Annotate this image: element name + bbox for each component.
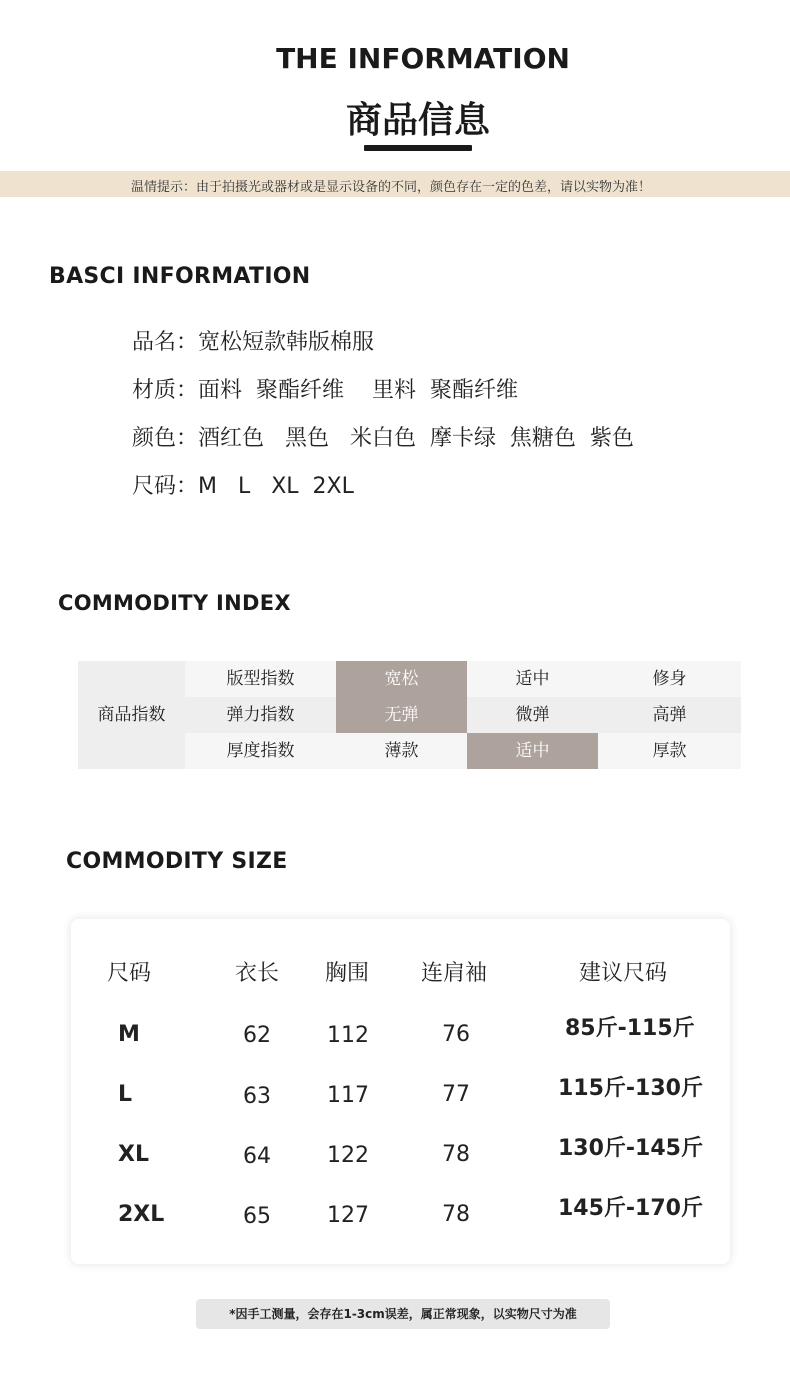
index-name: 弹力指数 xyxy=(185,697,336,733)
index-option: 微弹 xyxy=(467,697,598,733)
info-row-name: 品名：宽松短款韩版棉服 xyxy=(132,330,375,355)
index-name: 厚度指数 xyxy=(185,733,336,769)
index-option-selected: 无弹 xyxy=(336,697,467,733)
size-cell: 112 xyxy=(327,1023,369,1048)
title-underline xyxy=(364,145,472,151)
size-cell: M xyxy=(118,1022,140,1047)
measurement-note: *因手工测量，会存在1-3cm误差，属正常现象，以实物尺寸为准 xyxy=(229,1307,577,1321)
index-option: 适中 xyxy=(467,661,598,697)
size-cell: 85斤-115斤 xyxy=(565,1016,695,1041)
size-cell: L xyxy=(118,1082,133,1107)
tip-text: 温情提示：由于拍摄光或器材或是显示设备的不同，颜色存在一定的色差，请以实物为准！ xyxy=(130,180,651,195)
index-option: 薄款 xyxy=(336,733,467,769)
size-col-header: 尺码 xyxy=(107,961,152,986)
size-cell: 127 xyxy=(327,1203,369,1228)
info-row-material: 材质：面料 聚酯纤维 里料 聚酯纤维 xyxy=(132,378,518,403)
index-row-label: 商品指数 xyxy=(78,661,185,769)
size-col-header: 胸围 xyxy=(325,961,370,986)
title-cn: 商品信息 xyxy=(345,100,490,141)
size-cell: XL xyxy=(118,1142,149,1167)
size-cell: 115斤-130斤 xyxy=(558,1076,703,1101)
index-heading: COMMODITY INDEX xyxy=(58,591,291,615)
size-cell: 65 xyxy=(243,1204,271,1229)
size-cell: 78 xyxy=(442,1142,470,1167)
title-en: THE INFORMATION xyxy=(276,42,570,75)
index-table xyxy=(78,661,741,769)
info-row-size: 尺码：M L XL 2XL xyxy=(132,474,354,499)
size-cell: 2XL xyxy=(118,1202,165,1227)
size-col-header: 衣长 xyxy=(235,961,280,986)
size-col-header: 建议尺码 xyxy=(579,961,668,986)
index-option: 厚款 xyxy=(598,733,741,769)
size-heading: COMMODITY SIZE xyxy=(66,849,288,874)
index-option-selected: 适中 xyxy=(467,733,598,769)
size-cell: 64 xyxy=(243,1144,271,1169)
size-table xyxy=(71,919,730,1264)
index-option: 修身 xyxy=(598,661,741,697)
size-col-header: 连肩袖 xyxy=(421,961,488,986)
size-cell: 62 xyxy=(243,1023,271,1048)
size-cell: 63 xyxy=(243,1084,271,1109)
size-cell: 122 xyxy=(327,1143,369,1168)
size-cell: 77 xyxy=(442,1082,470,1107)
basic-heading: BASCI INFORMATION xyxy=(49,264,311,289)
index-option-selected: 宽松 xyxy=(336,661,467,697)
size-cell: 117 xyxy=(327,1083,369,1108)
index-option: 高弹 xyxy=(598,697,741,733)
size-cell: 130斤-145斤 xyxy=(558,1136,703,1161)
size-cell: 78 xyxy=(442,1202,470,1227)
size-cell: 145斤-170斤 xyxy=(558,1196,703,1221)
info-row-color: 颜色：酒红色 黑色 米白色 摩卡绿 焦糖色 紫色 xyxy=(132,426,634,451)
size-cell: 76 xyxy=(442,1022,470,1047)
index-name: 版型指数 xyxy=(185,661,336,697)
